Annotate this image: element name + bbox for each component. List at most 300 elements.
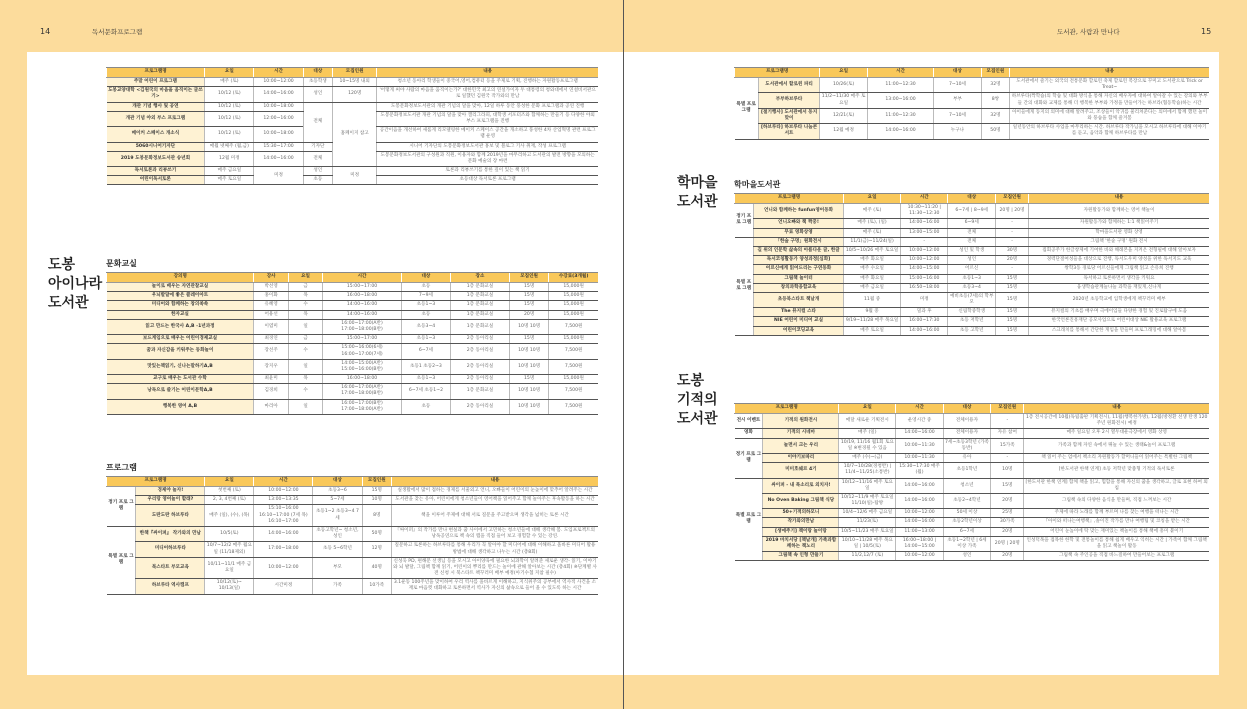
table-cell: 매주 화요일: [844, 274, 901, 283]
header-row: [107, 477, 599, 487]
table-cell: 토론과 리뷰쓰기를 통한 깊이 있는 책 읽기: [377, 167, 598, 176]
table-cell: 15명: [509, 335, 548, 344]
table-cell: 120명: [333, 87, 377, 102]
program-name: 그림책 놀이터: [753, 274, 843, 283]
program-name: [생애주기] 책이랑 놀이랑: [763, 527, 839, 536]
table-cell: 10:00~18:00: [254, 102, 303, 111]
table-cell: 수: [288, 301, 322, 310]
table-cell: 10/5(토): [205, 526, 254, 541]
table-cell: 15명: [991, 478, 1024, 493]
table-cell: 매주 (수)~(금): [839, 453, 896, 462]
column-header: 대상: [401, 273, 450, 283]
table-cell: 마리아: [254, 399, 288, 414]
table-row: [735, 219, 1210, 228]
table-cell: 15,000원: [549, 310, 598, 319]
table-cell: 초등학생: [303, 78, 332, 87]
table-cell: 전체이용자: [943, 414, 990, 429]
hakmaeul-subtitle: 학마을도서관: [734, 180, 781, 189]
table-cell: 도봉문화정보도서관의 구성원과 직원, 이용자와 함께 2019년을 마무리하고 도서관의 발전 방향을 모의하는 문화 예술의 장 마련: [377, 151, 598, 166]
table-row: [735, 463, 1210, 478]
table-cell: 운영시간 중: [896, 414, 943, 429]
table-cell: 초등1~2 초등3~4 7세: [313, 505, 362, 527]
table-cell: '어떻게 써야 사람의 마음을 움직이는가?' 대한민국 최고의 연설가이자 두 대통령의 청와대에서 연설비서관으로 일했던 김원국 작가와의 만남: [377, 87, 598, 102]
table-cell: -: [995, 265, 1028, 274]
table-cell: 10/12~11/9 매주 토요일 11/10(일)-탐방: [839, 493, 896, 508]
table-cell: 14:00~16:00: [896, 478, 943, 493]
column-header: 요일: [288, 273, 322, 283]
table-row: [735, 274, 1210, 283]
program-name: 기적의 시네마: [763, 429, 839, 438]
table-cell: 15명: [509, 301, 548, 310]
table-cell: 15,000원: [549, 375, 598, 384]
table-cell: 1층 문화교실: [451, 283, 510, 292]
table-cell: 10:00~12:00: [896, 552, 943, 561]
table-row: [735, 283, 1210, 292]
table-cell: 9/19~11/28 매주 목요일: [844, 317, 901, 326]
category-label: 정기 프로 그램: [107, 487, 136, 527]
table-cell: -: [995, 237, 1028, 246]
column-header: 강의명: [107, 273, 254, 283]
program-name: 이야기보따리: [763, 453, 839, 462]
table-cell: 15명: [509, 375, 548, 384]
table-cell: 한국언론진흥재단 공모사업으로 어린이대상 NIE 활용교육 프로그램: [1029, 317, 1209, 326]
table-cell: 2층 동아리실: [451, 359, 510, 374]
table-cell: 7~10세: [934, 78, 981, 93]
table-cell: 최윤미: [254, 375, 288, 384]
class-name: 놀이로 배우는 자연관찰교실: [107, 283, 254, 292]
table-cell: 16:00~18:00: [323, 375, 402, 384]
table-cell: 14:00~16:00: [896, 518, 943, 527]
table-cell: 전체: [948, 237, 995, 246]
table-cell: 32명: [981, 108, 1009, 123]
table-cell: 10명 10명: [509, 344, 548, 359]
header-row: [735, 404, 1210, 414]
table-cell: 11/23(토): [839, 518, 896, 527]
table-cell: 1층 문화교실: [451, 292, 510, 301]
table-cell: 가족: [313, 579, 362, 594]
table-row: [735, 292, 1210, 307]
table-row: [107, 542, 599, 557]
table-cell: 『아이와 떠나는여행책』,솔이진 작가를 만나 여행팁 및 코칭을 받는 시간: [1024, 518, 1209, 527]
table-row: [735, 438, 1210, 453]
category-label: 특별 프로 그램: [735, 478, 763, 561]
column-header: 대상: [303, 68, 332, 78]
table-row: [107, 301, 599, 310]
table-cell: 그림책 속의 다양한 음식을 만들며, 직접 느껴보는 시간: [1024, 493, 1209, 508]
table-cell: 10/12 (토): [205, 87, 254, 102]
table-cell: 15명: [995, 308, 1028, 317]
column-header: 프로그램명: [735, 194, 844, 204]
table-row: [735, 509, 1210, 518]
table-cell: 16:00~18:00 | 14:00~15:00: [896, 536, 943, 551]
table-cell: -: [991, 453, 1024, 462]
table-cell: 20명: [991, 552, 1024, 561]
section-title-line: 도서관: [677, 194, 718, 210]
table-cell: 도봉문화정보도서관 개관 기념의 달을 맞아 캘리그라피, 대학생 서포터즈와 함께하는 만들기 등 다양한 야외 부스 프로그램을 진행: [377, 111, 598, 126]
table-row: [735, 246, 1210, 255]
table-cell: 7,500원: [549, 359, 598, 374]
program-name: 기적의 원화전시: [763, 414, 839, 429]
table-cell: 12/21(토): [820, 108, 867, 123]
table-row: [735, 204, 1210, 219]
column-header: 강사: [254, 273, 288, 283]
table-row: [735, 453, 1210, 462]
table-cell: 10명 10명: [509, 399, 548, 414]
column-header: 대상: [313, 477, 362, 487]
table-cell: 공간이음을 개선하여 새롭게 리모델링한 메이커 스페이스 공간을 개소하고 풍성한 4차 산업혁명 관련 프로그램 운영: [377, 127, 598, 142]
table-cell: 10/12~11/16 매주 토요일: [839, 478, 896, 493]
table-cell: 10:00~12:00: [901, 256, 948, 265]
table-cell: 50명: [362, 526, 391, 541]
program-name: The 뮤지컬 스타: [753, 308, 843, 317]
table-cell: 15명: [995, 326, 1028, 335]
table-cell: 수: [288, 344, 322, 359]
table-cell: 2, 3, 4번째 (토): [205, 496, 254, 505]
table-cell: 6~7세: [401, 344, 450, 359]
table-cell: 14:00~15:00(A반) 15:00~16:00(B반): [323, 359, 402, 374]
table-cell: 16:00~17:00(B반) 17:00~18:00(A반): [323, 399, 402, 414]
table-row: [735, 414, 1210, 429]
table-cell: 15명: [362, 487, 391, 496]
table-cell: 부부: [934, 93, 981, 108]
table-cell: 매월 넷째주 (월,금): [205, 142, 254, 151]
table-cell: 인성덕목을 접목한 한학 및 전통놀이를 통해 쉽게 배우고 익히는 시간 | 가족이 함께 그림책을 읽고 책놀이 활동: [1024, 536, 1209, 551]
table-cell: 초등: [401, 310, 450, 319]
table-cell: 50명: [981, 124, 1009, 139]
table-cell: 15:10~16:00 16:10~17:00 (7세 목) 16:10~17:00: [254, 505, 313, 527]
table-cell: 15:00~16:00(6세) 16:00~17:00(7세): [323, 344, 402, 359]
program-name: 도서관에서 할로윈 파티: [758, 78, 820, 93]
page-running-title: 독서문화프로그램: [92, 28, 143, 36]
column-header: 시간: [896, 404, 943, 414]
column-header: 장소: [451, 273, 510, 283]
table-cell: 9월 중: [844, 308, 901, 317]
class-name: 미디어와 함께하는 창의쑥쑥: [107, 301, 254, 310]
table-cell: 성인: [303, 87, 332, 102]
table-row: [735, 552, 1210, 561]
table-cell: 6~9세: [948, 219, 995, 228]
table-cell: 초등고학년~ 청소년, 성인: [313, 526, 362, 541]
table-cell: 15:00~17:00: [323, 283, 402, 292]
table-cell: 32명: [981, 78, 1009, 93]
table-cell: 16:00~18:00: [323, 292, 402, 301]
column-header: 내용: [1024, 404, 1209, 414]
table-cell: 초등 저학년: [948, 317, 995, 326]
table-row: [735, 326, 1210, 335]
table-cell: 10:00~12:00: [896, 509, 943, 518]
column-header: 시간: [901, 194, 948, 204]
section-title-line: 도봉: [48, 257, 76, 273]
table-cell: 융생학습관계늘나늘 과학을 재밌게,신나게: [1029, 283, 1209, 292]
column-header: 대상: [934, 68, 981, 78]
program-subtitle: 프로그램: [106, 463, 137, 472]
left-page: [0, 0, 623, 709]
table-row: [735, 429, 1210, 438]
table-cell: 스크래치를 통해서 간단한 게임을 만들며 프로그래밍에 대해 알아봄: [1029, 326, 1209, 335]
table-cell: 8쌍: [981, 93, 1009, 108]
table-cell: 수: [288, 384, 322, 399]
header-row: [107, 273, 599, 283]
table-cell: 14:00~16:00: [867, 124, 933, 139]
table-cell: 매주 수요일: [844, 265, 901, 274]
table-cell: -: [995, 228, 1028, 237]
column-header: 내용: [392, 477, 598, 487]
table-cell: 초등2학년이상: [943, 518, 990, 527]
table-cell: 최경연: [254, 335, 288, 344]
table-cell: 주제에 따라 노래를 함께 부르며 나를 찾는 여행을 떠나는 시간: [1024, 509, 1209, 518]
column-header: 모집인원: [509, 273, 548, 283]
table-row: [107, 78, 599, 87]
class-name: 교구로 배우는 도서관 수학: [107, 375, 254, 384]
table-cell: 매주 (토): [205, 78, 254, 87]
column-header: 요일: [820, 68, 867, 78]
section-title-line: 학마을: [677, 175, 718, 191]
table-cell: 도서관을 찾는 유아, 어린이에게 청소년들이 영어책을 읽어주고 함께 놀아주는 후속활동을 하는 시간: [392, 496, 598, 505]
table-cell: 50세 이상: [943, 509, 990, 518]
header-row: [107, 68, 599, 78]
table-cell: 박선영: [254, 283, 288, 292]
table-cell: 10명: [362, 496, 391, 505]
table-cell: 자유 참여: [991, 429, 1024, 438]
table-cell: 학마을도서관 영화 상영: [1029, 228, 1209, 237]
table-cell: 6~7세: [943, 527, 990, 536]
table-cell: 성인 및 학생: [948, 246, 995, 255]
table-cell: 15:00~17:00: [323, 335, 402, 344]
table-cell: 초등1~3: [401, 301, 450, 310]
table-cell: 일: [288, 399, 322, 414]
program-name: 북스타트 부모교육: [136, 557, 205, 579]
table-cell: 15가족: [991, 438, 1024, 453]
program-name: 50+기적의하모니: [763, 509, 839, 518]
program-name: 초등북스타트 책날개: [753, 292, 843, 307]
section-title-ainara: [48, 256, 102, 313]
table-cell: 10:00~12:00: [254, 557, 313, 579]
table-cell: 가족과 함께 자연 속에서 뛰놀 수 있는 생태&놀이 프로그램: [1024, 438, 1209, 453]
table-row: [107, 496, 599, 505]
table-cell: 15,000원: [549, 292, 598, 301]
table-cell: 책 읽어 주는 엄에서 책소리 자원활동가 할머니들이 읽어주는 특별한 그림책: [1024, 453, 1209, 462]
program-name: 언니와 함께하는 funfun영어동화: [753, 204, 843, 219]
table-cell: 초등1~3: [401, 335, 450, 344]
column-header: 프로그램명: [107, 477, 205, 487]
program-name: 한책『싸이퍼』 작가와의 만남: [136, 526, 205, 541]
table-row: [735, 228, 1210, 237]
table-cell: 쌍학3동 경로당 어르신들에게 그림책 읽고 손유희 진행: [1029, 265, 1209, 274]
table-cell: 1층 문화교실: [451, 319, 510, 334]
table-cell: 매주 (일), (수), (목): [205, 505, 254, 527]
table-cell: 목: [288, 310, 322, 319]
table-cell: 7,500원: [549, 319, 598, 334]
culture-class-subtitle: 문화교실: [106, 259, 137, 268]
program-name: 부부하브루타: [758, 93, 820, 108]
column-header: 시간: [867, 68, 933, 78]
page-number: 15: [1201, 27, 1212, 36]
table-row: [735, 317, 1210, 326]
program-name: 작가와의만남: [763, 518, 839, 527]
table-cell: 20명: [991, 493, 1024, 508]
column-header: 요일: [205, 68, 254, 78]
cell-time: 미정: [254, 167, 303, 185]
table-cell: 15,000원: [549, 283, 598, 292]
table-cell: 예비초등(7세)의 학부모: [948, 292, 995, 307]
program-name: 그림책 속 인형 만들기: [763, 552, 839, 561]
table-cell: 12월 예정: [820, 124, 867, 139]
program-name: NIE 어린이 미디어 교실: [753, 317, 843, 326]
table-cell: 매주 (토): [844, 204, 901, 219]
table-cell: 10:30~11:20 | 11:30~12:30: [901, 204, 948, 219]
column-header: 프로그램명: [735, 404, 839, 414]
table-cell: 10/26(토): [820, 78, 867, 93]
table-row: [735, 237, 1210, 246]
table-cell: 7,500원: [549, 384, 598, 399]
table-row: [107, 344, 599, 359]
table-cell: 15,000원: [549, 301, 598, 310]
cell-target: 전체: [303, 102, 332, 142]
table-cell: 2층 동아리실: [451, 335, 510, 344]
table-cell: 15명: [995, 283, 1028, 292]
table-cell: 10/19, 11/16 월1회 토요일 ※변경될 수 있음: [839, 438, 896, 453]
table-cell: 기자단: [303, 142, 332, 151]
table-cell: 10명 10명: [509, 319, 548, 334]
table-cell: 11/2,12/7 (토): [839, 552, 896, 561]
table-cell: 14:00~16:00: [323, 310, 402, 319]
column-header: 시간: [323, 273, 402, 283]
table-cell: 20명: [995, 256, 1028, 265]
table-cell: 14:00~16:00: [896, 429, 943, 438]
category-label: 특별 프로 그램: [735, 78, 759, 140]
table-cell: 11/2~11/30 매주 토요일: [820, 93, 867, 108]
section-title-line: 도봉: [677, 373, 705, 389]
column-header: 요일: [844, 194, 901, 204]
table-cell: 초등3~4: [401, 319, 450, 334]
table-row: [107, 319, 599, 334]
category-label: 특별 프로 그램: [735, 237, 754, 335]
column-header: 프로그램명: [735, 68, 820, 78]
table-cell: 1층 문화교실: [451, 310, 510, 319]
table-cell: 자원활동가와 함께하는 1:1 책읽어주기: [1029, 219, 1209, 228]
class-name: 우뇌발달에 좋은 클레이아트: [107, 292, 254, 301]
table-cell: 어르신: [948, 265, 995, 274]
table-cell: 시간미정: [254, 579, 313, 594]
class-name: 읽고 만드는 한국사 A,B -1년과정: [107, 319, 254, 334]
table-cell: 장지우: [254, 359, 288, 374]
table-cell: [한도서관 한책 연계] 초등 저학년 맞춤형 기적의 독서토론: [1024, 463, 1209, 478]
table-cell: 10:00~11:30: [896, 438, 943, 453]
table-cell: 유혜영: [254, 301, 288, 310]
table-cell: 6~7세 | 8~9세: [948, 204, 995, 219]
table-cell: 10/12 (토): [205, 111, 254, 126]
table-cell: 25명: [991, 509, 1024, 518]
table-row: [735, 518, 1210, 527]
table-cell: 장선주: [254, 344, 288, 359]
table-cell: 부모: [313, 557, 362, 579]
table-cell: 30명: [995, 246, 1028, 255]
table-cell: 7~10세: [934, 108, 981, 123]
class-name: 한자교실: [107, 310, 254, 319]
table-cell: 10:00~12:00: [254, 487, 313, 496]
table-cell: 매주 금요일: [844, 283, 901, 292]
section-title-line: 아이나라: [48, 276, 103, 292]
table-cell: -: [901, 237, 948, 246]
table-cell: 1층 문화교실: [451, 301, 510, 310]
table-cell: 20명: [991, 527, 1024, 536]
category-label: 정기 프로 그램: [735, 438, 763, 478]
class-name: 꿈과 자신감을 키워주는 동화놀이: [107, 344, 254, 359]
right-page: [624, 0, 1247, 709]
table-cell: 14:00~15:00: [901, 265, 948, 274]
table-cell: 16:00~17:30: [901, 317, 948, 326]
program-name: [하브루타] 하브루타 나눔콘서트: [758, 124, 820, 139]
table-cell: 전체이용자: [943, 429, 990, 438]
table-cell: 16:00~17:00(A반) 17:00~18:00(B반): [323, 319, 402, 334]
table-cell: 5~7세: [313, 496, 362, 505]
table-cell: 초등3~6: [313, 487, 362, 496]
table-row: [107, 102, 599, 111]
table-cell: 13:00~13:35: [254, 496, 313, 505]
table-cell: 초등1~3: [948, 274, 995, 283]
program-name: 우리랑 영어놀이 할래?: [136, 496, 205, 505]
table-cell: 14:00~16:00: [254, 526, 313, 541]
table-cell: 11:00~12:30: [867, 108, 933, 123]
table-cell: 성인: [303, 167, 332, 176]
table-cell: 경력단절여성들을 대상으로 진행, 독서도우미 양성을 위한 독서지도 교육: [1029, 256, 1209, 265]
table-cell: 성인: [948, 256, 995, 265]
class-name: 맛있는책읽기, 신나는말하기A,B: [107, 359, 254, 374]
column-header: 요일: [839, 404, 896, 414]
table-cell: 초등1~3: [401, 375, 450, 384]
table-cell: 10/7~10/28(경청반) | 11/4~11/25(소통반): [839, 463, 896, 478]
table-cell: 12명: [362, 542, 391, 557]
table-row: [107, 579, 599, 594]
table-cell: 10:00~11:30: [896, 453, 943, 462]
table-cell: 14:00~16:00: [323, 301, 402, 310]
table-cell: 15:00~16:00: [901, 274, 948, 283]
program-name: 독서코칭활동가 양성과정[심화]: [753, 256, 843, 265]
table-cell: 10/5~11/23 매주 토요일: [839, 527, 896, 536]
table-row: [107, 292, 599, 301]
table-cell: 매주 토요일: [205, 176, 254, 185]
table-cell: 뮤지컬의 기초를 배우며 극에이입들 다양한 경험 및 진로탐구에 도움: [1029, 308, 1209, 317]
table-row: [735, 527, 1210, 536]
table-cell: 16:50~18:00: [901, 283, 948, 292]
culture-class-table: [106, 272, 598, 415]
program-name: 싸이퍼 - 내 목소리로 외치자!: [763, 478, 839, 493]
table-row: [735, 256, 1210, 265]
table-row: [107, 384, 599, 399]
table-row: [107, 167, 599, 176]
table-cell: 실생활에서 많이 접하는 경제를 서울외고 언니, 오빠들이 어린이의 눈높이에 맞추어 알려주는 시간: [392, 487, 598, 496]
page-running-title: 도서관, 사람과 만나다: [1057, 28, 1120, 36]
table-cell: 성인: [943, 552, 990, 561]
page-number: 14: [40, 27, 51, 36]
table-row: [107, 526, 599, 541]
table-cell: 도서관에서 즐기는 외국의 전통문화 할로윈 축제 할로윈 복장으로 꾸미고 도서관으로 Trick or Treat~: [1010, 78, 1209, 93]
table-cell: 10/7~12/2 매주 월요일 (11/18제외): [205, 542, 254, 557]
program-name: 어린이코딩교육: [753, 326, 843, 335]
table-cell: 14:00~16:00: [254, 87, 303, 102]
table-cell: 20명 | 20명: [991, 536, 1024, 551]
table-cell: 하브루타(짝학습)의 학습 및 대화 방식을 통해 자신의 배우자에 대하여 알아갈 수 있는 강의와 부부들 간의 대화와 교제를 통해 더 행복한 부부와 가정을 만들어가는 하브라(협동학습)하는 시간: [1010, 93, 1209, 108]
table-cell: 14:00~16:00: [254, 151, 303, 166]
section-title-line: 도서관: [48, 295, 89, 311]
table-row: [735, 536, 1210, 551]
table-cell: 10명 10명: [509, 359, 548, 374]
table-cell: 일: [288, 359, 322, 374]
table-cell: 그림책 '한숲 구멍' 원화 전시: [1029, 237, 1209, 246]
table-cell: 시니어 기자단의 도봉문화정보도서관 홍보 및 블로그 기사 취재, 작성 프로그램: [377, 142, 598, 151]
program-name: 무료 영화상영: [753, 228, 843, 237]
table-cell: 7,500원: [549, 344, 598, 359]
